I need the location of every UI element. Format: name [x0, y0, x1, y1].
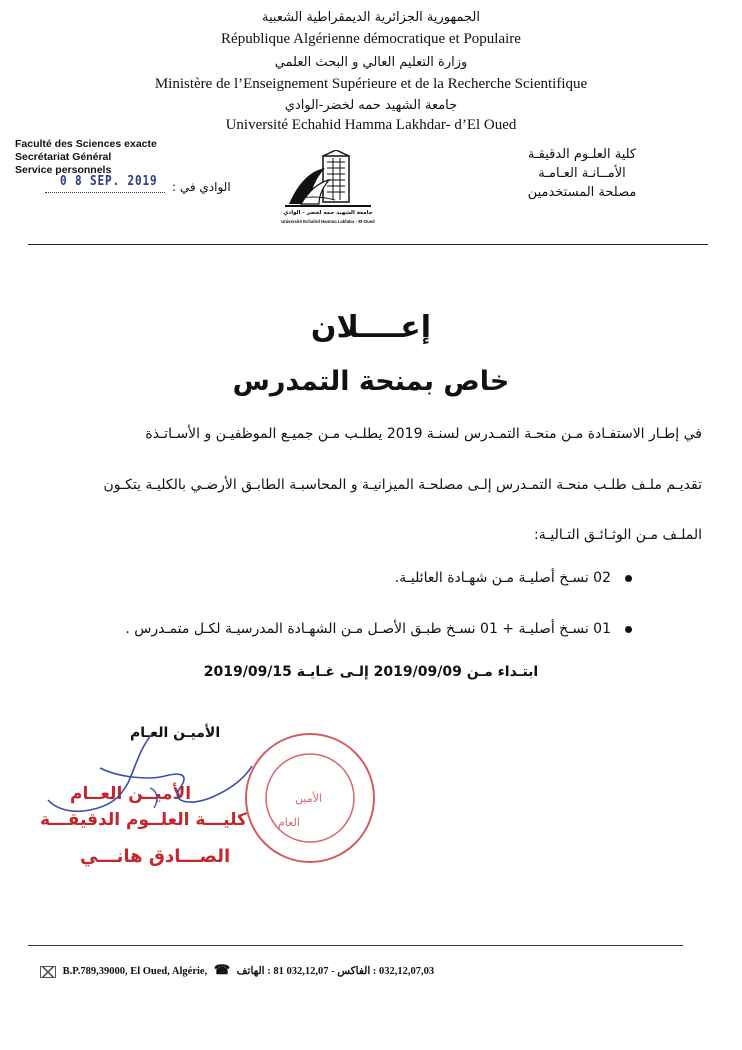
faculty-name: Faculté des Sciences exacte	[15, 138, 157, 150]
header-ar-ministry: وزارة التعليم العالي و البحث العلمي	[274, 55, 468, 70]
faculty-info-block	[15, 138, 157, 177]
secretariat-label: Secrétariat Général	[15, 151, 112, 163]
announcement-title: إعــــلان	[310, 310, 432, 345]
university-logo	[283, 150, 373, 230]
body-paragraph-1: في إطـار الاستفـادة مـن منحـة التمـدرس لسنـة 2019 يطلـب مـن جميـع الموظفيـن و الأسـاتـذة	[145, 426, 702, 442]
footer-address: B.P.789,39000, El Oued, Algérie,	[62, 966, 208, 977]
signature-title: الأميـن العـام	[130, 725, 221, 741]
header-ar-republic: الجمهورية الجزائرية الديمقراطية الشعبية	[262, 10, 480, 25]
body-paragraph-3: الملـف مـن الوثـائـق التـاليـة:	[534, 527, 702, 543]
header-separator	[28, 244, 708, 245]
secretariat-label-ar: الأمــانـة العـامـة	[538, 166, 626, 181]
body-paragraph-2: تقديـم ملـف طلـب منحـة التمـدرس إلـى مصلحـة الميزانيـة و المحاسبـة الطابـق الأرضـي بالكليـة يتكـون	[103, 477, 702, 493]
footer-separator	[28, 945, 683, 946]
header-fr-ministry: Ministère de l’Enseignement Supérieure et de la Recherche Scientifique	[154, 76, 588, 92]
list-item-text: 02 نسـخ أصليـة مـن شهـادة العائليـة.	[394, 570, 611, 586]
header-fr-university: Université Echahid Hamma Lakhdar- d’El Oued	[225, 117, 517, 133]
logo-caption-fr: Université Echahid Hamma Lakhdar - El-Oued	[281, 219, 375, 224]
signature-stamp-line-3: الصـــادق هانـــي	[80, 846, 231, 867]
date-range: ابتـداء مـن 2019/09/09 إلـى غـايـة 2019/09/15	[203, 664, 539, 680]
mail-icon	[40, 966, 56, 978]
logo-caption-ar: جامعة الشهيد حمه لخضر - الوادي	[283, 210, 373, 216]
list-item-text: 01 نسـخ أصليـة + 01 نسـخ طبـق الأصـل مـن الشهـادة المدرسيـة لكـل متمـدرس .	[125, 621, 611, 637]
service-label: Service personnels	[15, 164, 112, 176]
handwritten-signature	[40, 728, 280, 838]
date-stamp: 0 8 SEP. 2019	[60, 174, 158, 189]
list-item	[125, 621, 632, 637]
signature-stamp-line-2: كليـــة العلــوم الدقيقـــة	[40, 810, 247, 830]
phone-icon: ☎	[213, 962, 231, 977]
announcement-subtitle: خاص بمنحة التمدرس	[232, 366, 510, 397]
date-dotted-line	[45, 192, 165, 193]
service-label-ar: مصلحة المستخدمين	[527, 185, 637, 200]
footer-phones: 032,12,07,03 : الفاكس - 032,12,07 81 : الهاتف	[236, 966, 435, 977]
svg-text:الأمين: الأمين	[295, 792, 322, 805]
bullet-icon	[625, 626, 632, 633]
header-ar-university: جامعة الشهيد حمه لخضر-الوادي	[284, 98, 458, 113]
footer-contact	[40, 962, 434, 978]
header-fr-republic: République Algérienne démocratique et Populaire	[221, 31, 521, 47]
faculty-name-ar: كلية العلـوم الدقيقـة	[527, 147, 637, 162]
list-item	[395, 570, 632, 586]
bullet-icon	[625, 575, 632, 582]
faculty-info-block-ar	[492, 145, 672, 202]
signature-stamp-line-1: الأميــن العــام	[70, 784, 192, 804]
svg-text:العام: العام	[278, 816, 300, 829]
place-date-label: الوادي في :	[172, 180, 231, 194]
